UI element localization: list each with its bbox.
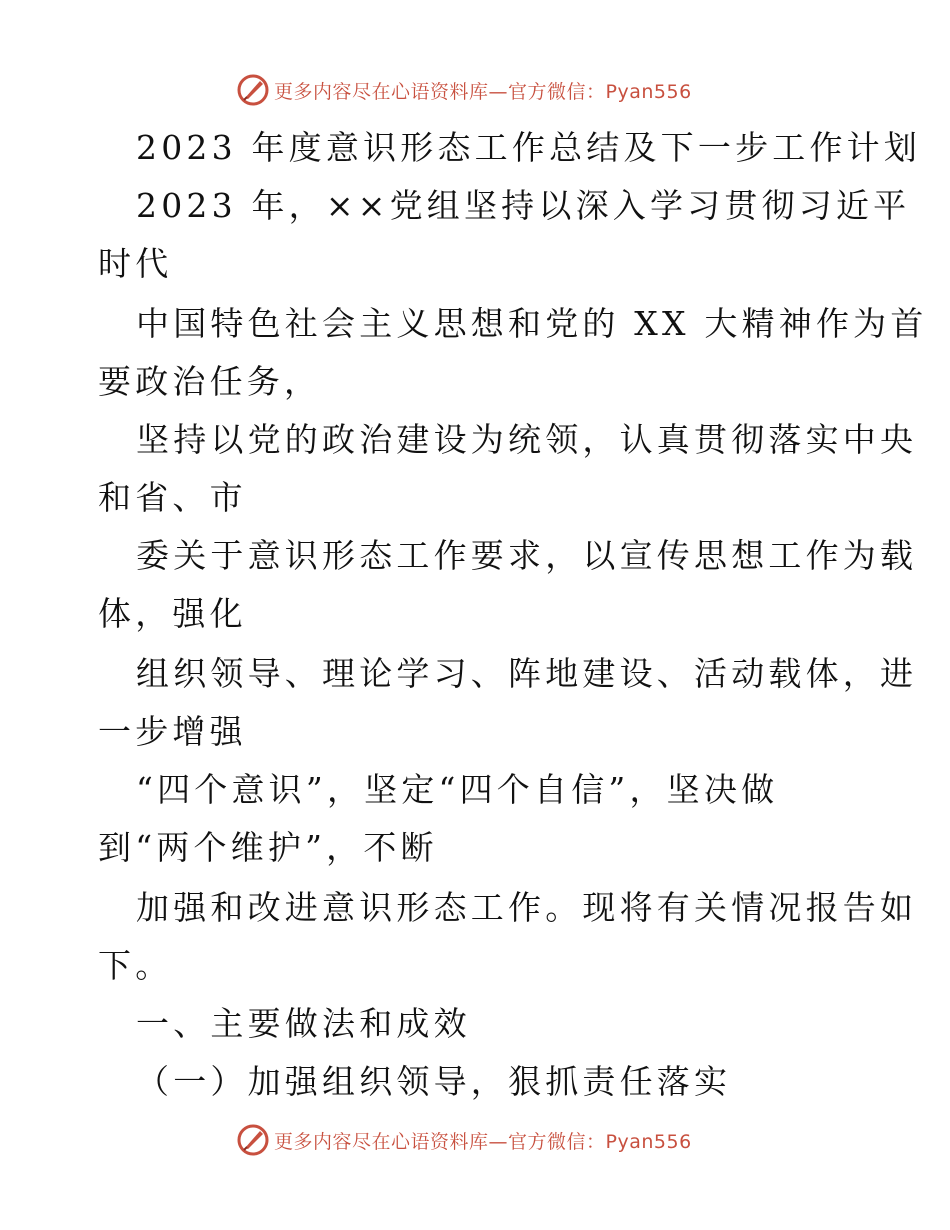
- paragraph-line: 下。: [98, 946, 173, 985]
- paragraph-line: 坚持以党的政治建设为统领，认真贯彻落实中央: [136, 420, 918, 459]
- paragraph-line: 加强和改进意识形态工作。现将有关情况报告如: [136, 888, 918, 927]
- watermark-text: 更多内容尽在心语资料库—官方微信：Pyan556: [274, 1130, 692, 1153]
- watermark-footer: [236, 1122, 692, 1158]
- paragraph-line: 委关于意识形态工作要求，以宣传思想工作为载: [136, 536, 918, 575]
- paragraph-line: 和省、市: [98, 478, 247, 517]
- paragraph-line: 中国特色社会主义思想和党的 XX 大精神作为首: [136, 304, 928, 343]
- paragraph-line: 时代: [98, 244, 173, 283]
- paragraph-line: 组织领导、理论学习、阵地建设、活动载体，进: [136, 654, 918, 693]
- paragraph-line: 一步增强: [98, 712, 247, 751]
- paragraph-line: 到“两个维护”，不断: [98, 828, 438, 867]
- paragraph-line: 体，强化: [98, 594, 247, 633]
- document-title: 2023 年度意识形态工作总结及下一步工作计划: [136, 128, 922, 167]
- subsection-heading: （一）加强组织领导，狠抓责任落实: [136, 1062, 732, 1101]
- watermark-text: 更多内容尽在心语资料库—官方微信：Pyan556: [274, 80, 692, 103]
- paragraph-line: 2023 年，××党组坚持以深入学习贯彻习近平: [136, 186, 911, 225]
- section-heading: 一、主要做法和成效: [136, 1004, 471, 1043]
- quill-logo-icon: [236, 1123, 270, 1157]
- paragraph-line: “四个意识”，坚定“四个自信”，坚决做: [136, 770, 779, 809]
- paragraph-line: 要政治任务，: [98, 362, 322, 401]
